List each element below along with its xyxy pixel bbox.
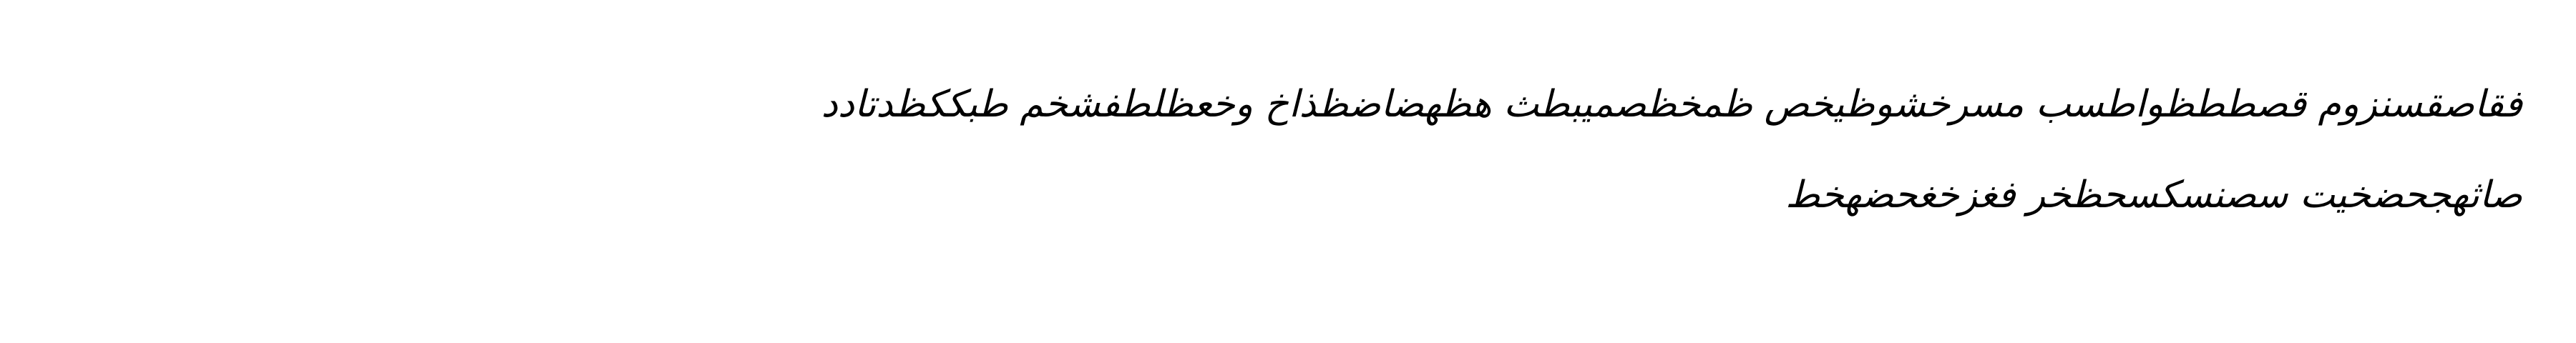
- text-line-2: صاثهجحضخيت سصنسكسحظخر فغزخغحضهخط: [1785, 174, 2522, 217]
- text-line-1: فقاصقسنزوم قصططظواطسب مسرخشوظيخص ظمخظصميبطث هظهضاضظذاخ وخعظلطفشخم طبككظدتادد: [821, 83, 2522, 126]
